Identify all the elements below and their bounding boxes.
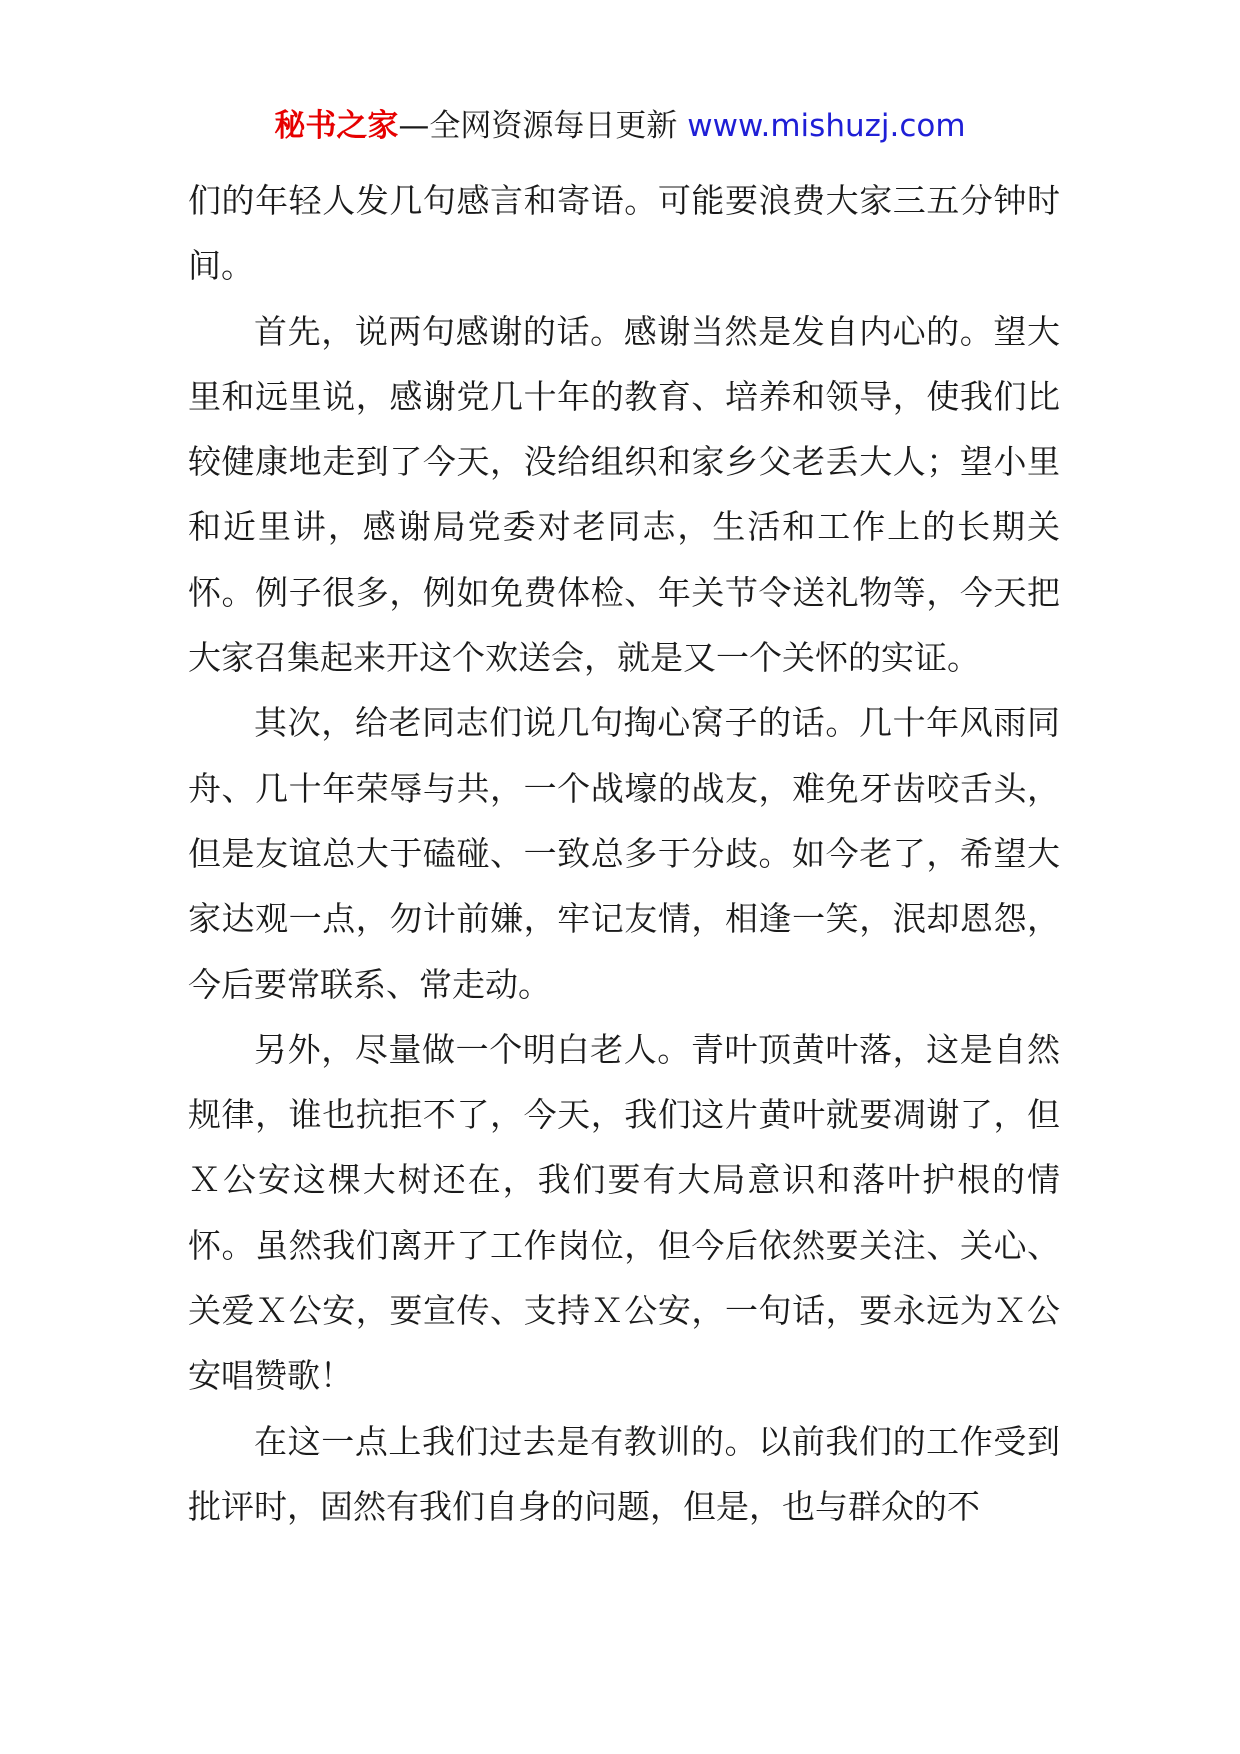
site-brand: 秘书之家 [274, 108, 399, 144]
paragraph-wise-elder: 另外，尽量做一个明白老人。青叶顶黄叶落，这是自然规律，谁也抗拒不了，今天，我们这片黄叶就要凋谢了，但Ｘ公安这棵大树还在，我们要有大局意识和落叶护根的情怀。虽然我们离开了工作岗位，但今后依然要关注、关心、关爱Ｘ公安，要宣传、支持Ｘ公安，一句话，要永远为Ｘ公安唱赞歌！ [188, 1029, 1060, 1396]
site-url-link[interactable]: www.mishuzj.com [687, 108, 966, 144]
site-header [0, 104, 1240, 148]
paragraph-heartfelt: 其次，给老同志们说几句掏心窝子的话。几十年风雨同舟、几十年荣辱与共，一个战壕的战友，难免牙齿咬舌头，但是友谊总大于磕碰、一致总多于分歧。如今老了，希望大家达观一点，勿计前嫌，牢记友情，相逢一笑，泯却恩怨，今后要常联系、常走动。 [188, 703, 1060, 1004]
paragraph-thanks: 首先，说两句感谢的话。感谢当然是发自内心的。望大里和远里说，感谢党几十年的教育、培养和领导，使我们比较健康地走到了今天，没给组织和家乡父老丢大人；望小里和近里讲，感谢局党委对老同志，生活和工作上的长期关怀。例子很多，例如免费体检、年关节令送礼物等，今天把大家召集起来开这个欢送会，就是又一个关怀的实证。 [188, 311, 1060, 678]
paragraph-lesson: 在这一点上我们过去是有教训的。以前我们的工作受到批评时，固然有我们自身的问题，但是，也与群众的不 [188, 1421, 1060, 1526]
paragraph-continued: 们的年轻人发几句感言和寄语。可能要浪费大家三五分钟时间。 [188, 181, 1060, 286]
site-tagline: —全网资源每日更新 [398, 108, 678, 144]
document-body [188, 168, 1060, 1539]
